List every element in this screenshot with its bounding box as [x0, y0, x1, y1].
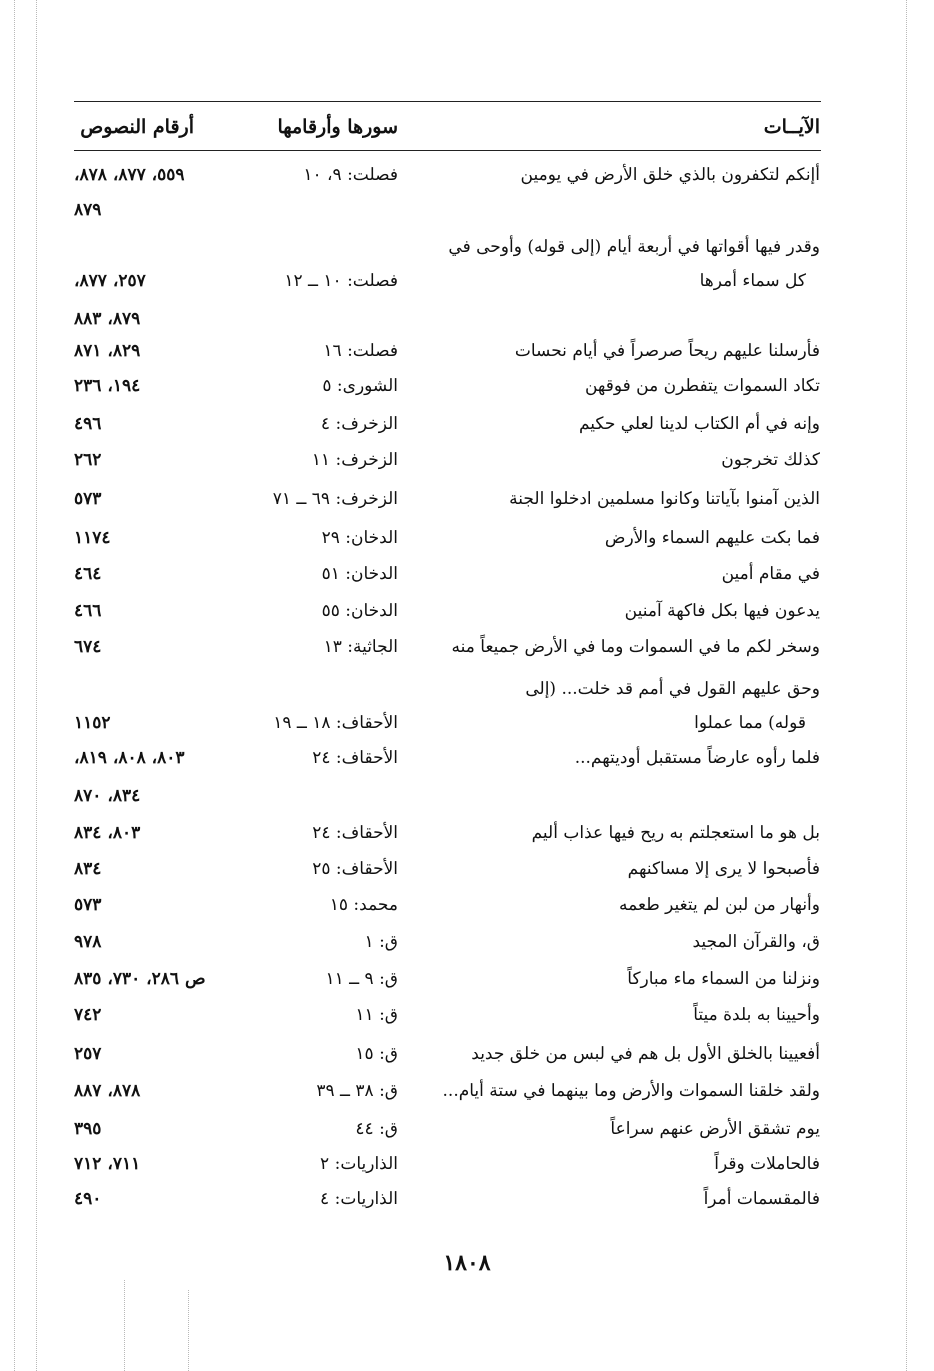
header-text-numbers: أرقام النصوص — [80, 116, 194, 138]
surah-reference — [240, 230, 398, 264]
verse-text: كل سماء أمرها — [699, 271, 806, 291]
surah-reference: الدخان: ٢٩ — [321, 528, 398, 548]
surah-reference — [240, 779, 398, 813]
verse-text: ونزلنا من السماء ماء مباركاً — [627, 969, 820, 989]
verse-text: فالحاملات وقراً — [714, 1154, 820, 1174]
surah-reference: ق: ١١ — [355, 1005, 398, 1025]
text-numbers: ٢٦٢ — [74, 450, 102, 470]
verse-text: فلما رأوه عارضاً مستقبل أوديتهم... — [574, 748, 820, 768]
verse-text: فما بكت عليهم السماء والأرض — [604, 528, 820, 548]
verse-text: فأصبحوا لا يرى إلا مساكنهم — [627, 859, 820, 879]
text-numbers: ٨٢٩، ٨٧١ — [74, 341, 141, 361]
text-numbers: ٩٧٨ — [74, 932, 102, 952]
text-numbers: ٨٧٩، ٨٨٣ — [74, 309, 141, 329]
text-numbers: ٣٩٥ — [74, 1119, 102, 1139]
text-numbers: ٥٧٣ — [74, 489, 102, 509]
surah-reference: الزخرف: ١١ — [311, 450, 398, 470]
surah-reference: الأحقاف: ٢٤ — [312, 823, 398, 843]
verse-text: أإنكم لتكفرون بالذي خلق الأرض في يومين — [520, 165, 820, 185]
verse-text: ق، والقرآن المجيد — [692, 932, 820, 952]
text-numbers: ٨٧٩ — [74, 200, 102, 220]
text-numbers: ٧١١، ٧١٢ — [74, 1154, 141, 1174]
verse-text: وحق عليهم القول في أمم قد خلت... (إلى — [525, 679, 820, 699]
verse-text — [420, 193, 820, 227]
text-numbers: ٥٧٣ — [74, 895, 102, 915]
header-verses: الآيــات — [763, 116, 820, 138]
text-numbers — [74, 672, 254, 706]
surah-reference: ق: ٤٤ — [355, 1119, 398, 1139]
verse-text: الذين آمنوا بآياتنا وكانوا مسلمين ادخلوا الجنة — [509, 489, 820, 509]
surah-reference: فصلت: ٩، ١٠ — [303, 165, 398, 185]
surah-reference — [240, 302, 398, 336]
verse-text: يدعون فيها بكل فاكهة آمنين — [624, 601, 820, 621]
verse-text: وأحيينا به بلدة ميتاً — [693, 1005, 820, 1025]
surah-reference: الذاريات: ٢ — [320, 1154, 398, 1174]
surah-reference: الدخان: ٥٥ — [321, 601, 398, 621]
verse-text: قوله) مما عملوا — [694, 713, 806, 733]
text-numbers — [74, 230, 254, 264]
surah-reference: الأحقاف: ٢٤ — [312, 748, 398, 768]
text-numbers: ص ٢٨٦، ٧٣٠، ٨٣٥ — [74, 969, 206, 989]
surah-reference: ق: ٩ ــ ١١ — [325, 969, 398, 989]
surah-reference: ق: ٣٨ ــ ٣٩ — [316, 1081, 398, 1101]
verse-text: وأنهار من لبن لم يتغير طعمه — [619, 895, 820, 915]
verse-text: وقدر فيها أقواتها في أربعة أيام (إلى قوله) وأوحى في — [448, 237, 820, 257]
text-numbers: ١١٥٢ — [74, 713, 111, 733]
verse-text: ولقد خلقنا السموات والأرض وما بينهما في ستة أيام... — [442, 1081, 820, 1101]
text-numbers: ٧٤٢ — [74, 1005, 102, 1025]
text-numbers: ٨٣٤ — [74, 859, 102, 879]
verse-text: وسخر لكم ما في السموات وما في الأرض جميعاً منه — [451, 637, 820, 657]
text-numbers: ٢٥٧ — [74, 1044, 102, 1064]
text-numbers: ٦٧٤ — [74, 637, 102, 657]
verse-text: كذلك تخرجون — [721, 450, 820, 470]
text-numbers: ٨٧٨، ٨٨٧ — [74, 1081, 141, 1101]
text-numbers: ٨٠٣، ٨٣٤ — [74, 823, 141, 843]
text-numbers: ٨٠٣، ٨٠٨، ٨١٩، — [74, 748, 185, 768]
surah-reference: فصلت: ١٦ — [323, 341, 398, 361]
surah-reference — [240, 193, 398, 227]
verse-text: فالمقسمات أمراً — [703, 1189, 820, 1209]
surah-reference: الشورى: ٥ — [322, 376, 398, 396]
page-number: ١٨٠٨ — [443, 1250, 491, 1276]
verse-text — [420, 779, 820, 813]
scan-margin-mark — [188, 1290, 189, 1371]
verse-text: يوم تشقق الأرض عنهم سراعاً — [610, 1119, 820, 1139]
surah-reference: الجاثية: ١٣ — [323, 637, 398, 657]
surah-reference: الأحقاف: ١٨ ــ ١٩ — [273, 713, 398, 733]
text-numbers: ٤٩٠ — [74, 1189, 102, 1209]
verse-text: فأرسلنا عليهم ريحاً صرصراً في أيام نحسات — [514, 341, 820, 361]
scan-margin-mark — [36, 0, 37, 1371]
surah-reference: الزخرف: ٦٩ ــ ٧١ — [272, 489, 398, 509]
header-rule — [74, 150, 821, 151]
verse-text: أفعيينا بالخلق الأول بل هم في لبس من خلق جديد — [471, 1044, 820, 1064]
surah-reference — [240, 672, 398, 706]
text-numbers: ١٩٤، ٢٣٦ — [74, 376, 141, 396]
text-numbers: ٤٦٤ — [74, 564, 102, 584]
text-numbers: ٤٩٦ — [74, 414, 102, 434]
text-numbers: ٤٦٦ — [74, 601, 102, 621]
scan-margin-mark — [906, 0, 907, 1371]
text-numbers: ٥٥٩، ٨٧٧، ٨٧٨، — [74, 165, 185, 185]
surah-reference: فصلت: ١٠ ــ ١٢ — [284, 271, 398, 291]
text-numbers: ٢٥٧، ٨٧٧، — [74, 271, 146, 291]
surah-reference: محمد: ١٥ — [329, 895, 398, 915]
scan-margin-mark — [124, 1280, 125, 1371]
top-rule — [74, 101, 821, 102]
surah-reference: ق: ١ — [364, 932, 398, 952]
verse-text: في مقام أمين — [721, 564, 820, 584]
surah-reference: الزخرف: ٤ — [320, 414, 398, 434]
text-numbers: ١١٧٤ — [74, 528, 111, 548]
scan-margin-mark — [14, 0, 15, 1371]
surah-reference: ق: ١٥ — [355, 1044, 398, 1064]
verse-text — [420, 302, 820, 336]
surah-reference: الذاريات: ٤ — [320, 1189, 398, 1209]
verse-text: بل هو ما استعجلتم به ريح فيها عذاب أليم — [531, 823, 820, 843]
surah-reference: الأحقاف: ٢٥ — [312, 859, 398, 879]
verse-text: وإنه في أم الكتاب لدينا لعلي حكيم — [578, 414, 820, 434]
verse-text: تكاد السموات يتفطرن من فوقهن — [584, 376, 820, 396]
header-surahs: سورها وأرقامها — [277, 116, 398, 138]
text-numbers: ٨٣٤، ٨٧٠ — [74, 786, 141, 806]
surah-reference: الدخان: ٥١ — [321, 564, 398, 584]
